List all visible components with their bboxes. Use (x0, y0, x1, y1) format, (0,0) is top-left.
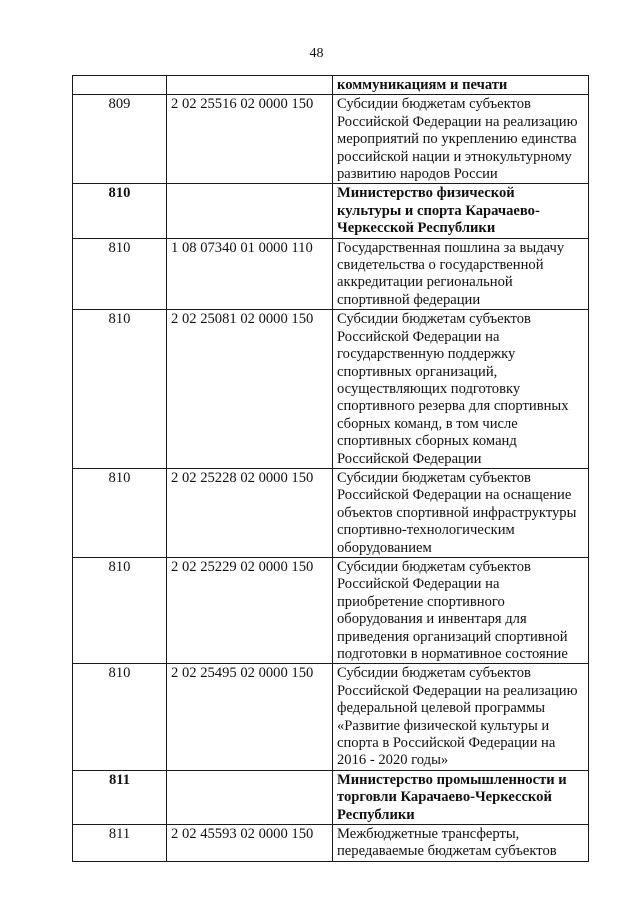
revenue-name-line: Российской Федерации на реализацию (337, 113, 578, 130)
revenue-name-line: сборных команд, в том числе (337, 415, 518, 432)
revenue-name-line: коммуникациям и печати (337, 77, 508, 93)
revenue-name-line: оборудования и инвентаря для (337, 611, 527, 628)
revenue-name-line: Российской Федерации на (337, 576, 500, 593)
revenue-name-line: спортивной федерации (337, 291, 481, 308)
revenue-name-line: спортивно-технологическим (337, 522, 515, 539)
revenue-name-line: культуры и спорта Карачаево- (337, 202, 540, 219)
revenue-name-line: «Развитие физической культуры и (337, 717, 550, 734)
admin-code-cell: 810 (73, 310, 167, 469)
admin-code-cell: 809 (73, 95, 167, 184)
revenue-name-line: Государственная пошлина за выдачу (337, 239, 565, 256)
revenue-name-line: объектов спортивной инфраструктуры (337, 504, 577, 521)
revenue-name-line: спортивного резерва для спортивных (337, 398, 569, 415)
revenue-name-cell (333, 664, 589, 770)
revenue-code-cell: 2 02 25081 02 0000 150 (167, 310, 333, 469)
page-number: 48 (309, 46, 324, 61)
revenue-name-line: подготовки в нормативное состояние (337, 646, 568, 662)
revenue-name-line: спортивных организаций, (337, 363, 498, 380)
revenue-name-line: Республики (337, 806, 415, 823)
revenue-name-line: Субсидии бюджетам субъектов (337, 311, 531, 328)
revenue-name-line: федеральной целевой программы (337, 700, 546, 717)
table-row (73, 184, 589, 238)
revenue-code-cell: 2 02 25495 02 0000 150 (167, 664, 333, 770)
revenue-code-cell: 2 02 25516 02 0000 150 (167, 95, 333, 184)
revenue-name-line: приобретение спортивного (337, 593, 505, 610)
revenue-code-cell: 2 02 25229 02 0000 150 (167, 557, 333, 663)
admin-code-cell: 811 (73, 825, 167, 862)
revenue-name-cell (333, 238, 589, 310)
revenue-name-line: Черкесской Республики (337, 220, 496, 237)
revenue-name-line: Российской Федерации на (337, 328, 500, 345)
table-row (73, 238, 589, 310)
table-row (73, 770, 589, 824)
revenue-code-cell (167, 184, 333, 238)
revenue-name-cell (333, 557, 589, 663)
revenue-name-line: Субсидии бюджетам субъектов (337, 469, 531, 486)
admin-code-cell: 810 (73, 468, 167, 557)
revenue-name-line: мероприятий по укреплению единства (337, 131, 577, 148)
table-body (73, 76, 589, 862)
table-row (73, 664, 589, 770)
table-row (73, 557, 589, 663)
revenue-name-line: 2016 - 2020 годы» (337, 752, 449, 769)
revenue-code-cell (167, 770, 333, 824)
revenue-name-line: Межбюджетные трансферты, (337, 826, 520, 843)
admin-code-cell: 810 (73, 184, 167, 238)
revenue-name-line: Субсидии бюджетам субъектов (337, 558, 531, 575)
admin-code-cell (73, 76, 167, 95)
revenue-name-line: Российской Федерации на оснащение (337, 487, 572, 504)
revenue-name-line: передаваемые бюджетам субъектов (337, 843, 557, 860)
admin-code-cell: 811 (73, 770, 167, 824)
revenue-name-cell (333, 76, 589, 95)
table-row (73, 310, 589, 469)
revenue-name-line: развитию народов России (337, 166, 498, 183)
revenue-name-line: Министерство промышленности и (337, 771, 567, 788)
admin-code-cell: 810 (73, 664, 167, 770)
table-row (73, 468, 589, 557)
revenue-name-line: аккредитации региональной (337, 274, 513, 291)
revenue-name-cell (333, 95, 589, 184)
revenue-name-line: спорта в Российской Федерации на (337, 735, 556, 752)
revenue-name-cell (333, 184, 589, 238)
revenue-name-line: государственную поддержку (337, 346, 516, 363)
revenue-name-line: приведения организаций спортивной (337, 628, 568, 645)
revenue-code-cell (167, 76, 333, 95)
revenue-name-line: торговли Карачаево-Черкесской (337, 789, 552, 806)
revenue-name-cell (333, 468, 589, 557)
revenue-code-cell: 2 02 25228 02 0000 150 (167, 468, 333, 557)
admin-code-cell: 810 (73, 238, 167, 310)
table-row (73, 95, 589, 184)
revenue-name-line: Субсидии бюджетам субъектов (337, 96, 531, 113)
revenue-name-line: Субсидии бюджетам субъектов (337, 665, 531, 682)
revenue-name-line: Российской Федерации на реализацию (337, 682, 578, 699)
revenue-name-line: оборудованием (337, 539, 432, 556)
revenue-name-cell (333, 310, 589, 469)
revenue-code-cell: 2 02 45593 02 0000 150 (167, 825, 333, 862)
revenue-code-cell: 1 08 07340 01 0000 110 (167, 238, 333, 310)
revenue-name-cell (333, 825, 589, 862)
revenue-name-cell (333, 770, 589, 824)
budget-classification-table (72, 75, 589, 862)
revenue-name-line: российской нации и этнокультурному (337, 148, 572, 165)
admin-code-cell: 810 (73, 557, 167, 663)
table-row (73, 76, 589, 95)
table-row (73, 825, 589, 862)
revenue-name-line: Российской Федерации (337, 450, 482, 467)
revenue-name-line: спортивных сборных команд (337, 433, 517, 450)
revenue-name-line: осуществляющих подготовку (337, 380, 521, 397)
revenue-name-line: Министерство физической (337, 185, 515, 202)
revenue-name-line: свидетельства о государственной (337, 257, 544, 274)
